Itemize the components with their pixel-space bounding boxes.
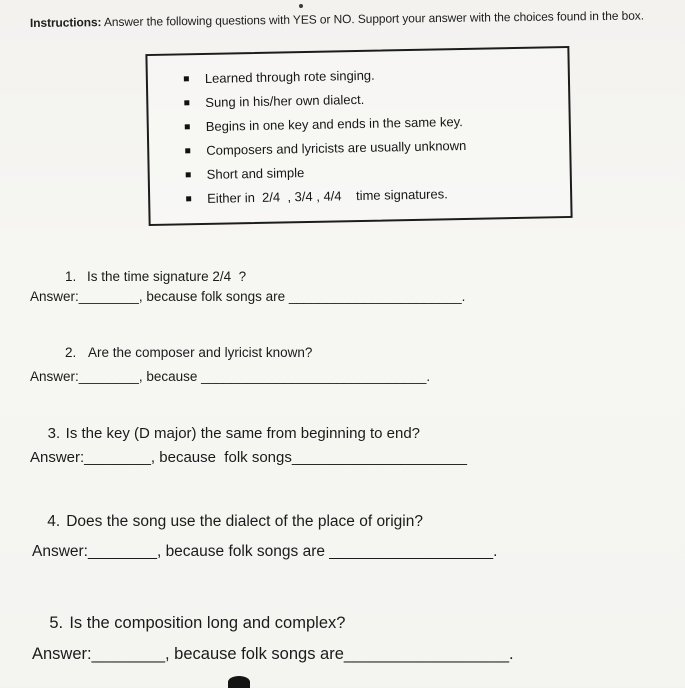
scan-smudge (228, 676, 250, 688)
answer-line-1: Answer:________, because folk songs are _______________________. (30, 289, 466, 304)
choices-list (148, 60, 561, 212)
question-2-number: 2. (65, 345, 77, 360)
answer-line-5: Answer:________, because folk songs are__________________. (32, 645, 514, 663)
question-2-text: Are the composer and lyricist known? (88, 345, 313, 360)
question-4 (30, 495, 423, 549)
question-5-text: Is the composition long and complex? (69, 614, 346, 632)
answer-line-3: Answer:________, because folk songs_____________________ (30, 449, 468, 466)
square-bullet-icon (184, 100, 189, 105)
question-4-text: Does the song use the dialect of the place of origin? (66, 513, 423, 530)
answer-line-4: Answer:________, because folk songs are ___________________. (32, 543, 498, 560)
choice-text: Begins in one key and ends in the same key. (205, 114, 463, 134)
instructions-line (30, 8, 680, 30)
choice-text: Sung in his/her own dialect. (205, 91, 365, 110)
choices-box (145, 46, 572, 226)
choice-text: Either in 2/4 , 3/4 , 4/4 time signatures. (207, 186, 448, 206)
question-1-number: 1. (65, 269, 77, 284)
instructions-label: Instructions: (29, 15, 102, 30)
question-3-text: Is the key (D major) the same from beginning to end? (65, 425, 421, 442)
question-4-number: 4. (47, 513, 61, 530)
choice-text: Learned through rote singing. (204, 67, 375, 86)
answer-line-2: Answer:________, because ______________________________. (30, 369, 431, 384)
choice-text: Composers and lyricists are usually unknown (206, 137, 467, 158)
square-bullet-icon (186, 196, 191, 201)
instructions-text: Answer the following questions with YES or NO. Support your answer with the choices found in the box. (101, 8, 644, 30)
square-bullet-icon (185, 148, 190, 153)
choice-text: Short and simple (206, 165, 305, 182)
scan-speck (299, 4, 303, 8)
question-1-text: Is the time signature 2/4 ? (87, 269, 247, 284)
square-bullet-icon (186, 172, 191, 177)
question-5 (31, 595, 345, 652)
question-3-number: 3. (47, 425, 61, 442)
square-bullet-icon (184, 76, 189, 81)
square-bullet-icon (185, 124, 190, 129)
question-5-number: 5. (49, 614, 64, 632)
